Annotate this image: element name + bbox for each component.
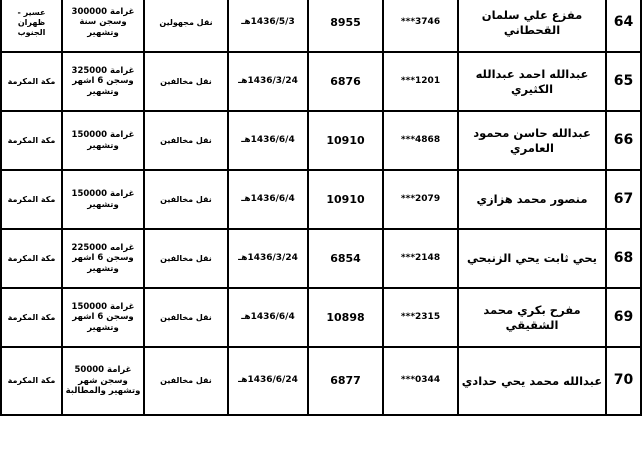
case-date: 1436/6/24هـ xyxy=(228,347,308,415)
violation-type: نقل مخالفين xyxy=(144,52,228,111)
case-number: 6876 xyxy=(308,52,383,111)
sentence-line: وتشهير xyxy=(87,199,119,210)
person-name: يحي ثابت يحي الزنبحي xyxy=(458,229,606,288)
case-number: 10898 xyxy=(308,288,383,347)
place-line: مكة المكرمة xyxy=(7,253,56,263)
place-cell xyxy=(1,52,62,111)
sentence-line: وتشهير xyxy=(87,322,119,333)
id-number: 2315*** xyxy=(383,288,458,347)
violation-type: نقل مخالفين xyxy=(144,111,228,170)
table-row xyxy=(1,347,641,415)
place-line: مكة المكرمة xyxy=(7,312,56,322)
place-line: ظهران الجنوب xyxy=(17,17,46,37)
sentence-cell xyxy=(62,229,144,288)
place-cell xyxy=(1,111,62,170)
sentence-cell xyxy=(62,170,144,229)
person-name: مفرح بكري محمد الشقيقي xyxy=(458,288,606,347)
case-number: 8955 xyxy=(308,0,383,52)
case-number: 10910 xyxy=(308,111,383,170)
sentence-line: غرامة 50000 xyxy=(74,365,132,376)
case-number: 10910 xyxy=(308,170,383,229)
person-name: عبدالله احمد عبدالله الكثيري xyxy=(458,52,606,111)
id-number: 2148*** xyxy=(383,229,458,288)
sentence-line: وتشهير xyxy=(87,263,119,274)
row-number: 68 xyxy=(606,229,641,288)
violation-type: نقل مخالفين xyxy=(144,347,228,415)
sentence-line: غرامة 150000 xyxy=(71,129,135,140)
id-number: 4868*** xyxy=(383,111,458,170)
sentence-cell xyxy=(62,0,144,52)
case-date: 1436/6/4هـ xyxy=(228,111,308,170)
sentence-line: وتشهير xyxy=(87,27,119,38)
table-row xyxy=(1,0,641,52)
row-number: 64 xyxy=(606,0,641,52)
records-body xyxy=(1,0,641,415)
row-number: 69 xyxy=(606,288,641,347)
case-date: 1436/6/4هـ xyxy=(228,288,308,347)
place-line: مكة المكرمة xyxy=(7,76,56,86)
violation-type: نقل مخالفين xyxy=(144,170,228,229)
sentence-line: غرامة 300000 xyxy=(71,6,135,17)
violation-type: نقل مخالفين xyxy=(144,288,228,347)
row-number: 67 xyxy=(606,170,641,229)
id-number: 2079*** xyxy=(383,170,458,229)
person-name: عبدالله حاسن محمود العامري xyxy=(458,111,606,170)
place-line: مكة المكرمة xyxy=(7,194,56,204)
place-cell xyxy=(1,229,62,288)
violation-type: نقل مخالفين xyxy=(144,229,228,288)
case-date: 1436/3/24هـ xyxy=(228,52,308,111)
place-line: مكة المكرمة xyxy=(7,376,56,385)
row-number: 66 xyxy=(606,111,641,170)
id-number: 0344*** xyxy=(383,347,458,415)
sentence-line: غرامة 325000 xyxy=(71,65,135,76)
person-name: منصور محمد هزازي xyxy=(458,170,606,229)
sentence-cell xyxy=(62,347,144,415)
table-row xyxy=(1,229,641,288)
sentence-line: وسجن سنة xyxy=(79,17,127,28)
sentence-line: وسجن 6 اشهر xyxy=(72,312,134,323)
violation-type: نقل مجهولين xyxy=(144,0,228,52)
row-number: 70 xyxy=(606,347,641,415)
sentence-line: وتشهير xyxy=(87,140,119,151)
place-line: عسير - xyxy=(17,7,46,17)
id-number: 3746*** xyxy=(383,0,458,52)
case-date: 1436/3/24هـ xyxy=(228,229,308,288)
sentence-line: وسجن 6 اشهر xyxy=(72,76,134,87)
table-row xyxy=(1,288,641,347)
place-cell xyxy=(1,347,62,415)
place-line: مكة المكرمة xyxy=(7,135,56,145)
table-row xyxy=(1,170,641,229)
sentence-line: وتشهير xyxy=(87,86,119,97)
person-name: عبدالله محمد يحي حدادي xyxy=(458,347,606,415)
sentence-line: وتشهير والمطالبة xyxy=(65,386,141,397)
case-number: 6877 xyxy=(308,347,383,415)
table-row xyxy=(1,52,641,111)
sentence-cell xyxy=(62,52,144,111)
sentence-cell xyxy=(62,111,144,170)
place-cell xyxy=(1,288,62,347)
sentence-line: غرامة 150000 xyxy=(71,188,135,199)
row-number: 65 xyxy=(606,52,641,111)
sentence-line: وسجن شهر xyxy=(78,375,128,386)
sentence-line: وسجن 6 اشهر xyxy=(72,253,134,264)
case-date: 1436/5/3هـ xyxy=(228,0,308,52)
sentence-line: غرامة 150000 xyxy=(71,301,135,312)
sentence-line: غرامه 225000 xyxy=(71,242,135,253)
place-cell xyxy=(1,170,62,229)
case-date: 1436/6/4هـ xyxy=(228,170,308,229)
place-cell xyxy=(1,0,62,52)
person-name: مفزع علي سلمان القحطاني xyxy=(458,0,606,52)
id-number: 1201*** xyxy=(383,52,458,111)
sentence-cell xyxy=(62,288,144,347)
case-number: 6854 xyxy=(308,229,383,288)
table-row xyxy=(1,111,641,170)
